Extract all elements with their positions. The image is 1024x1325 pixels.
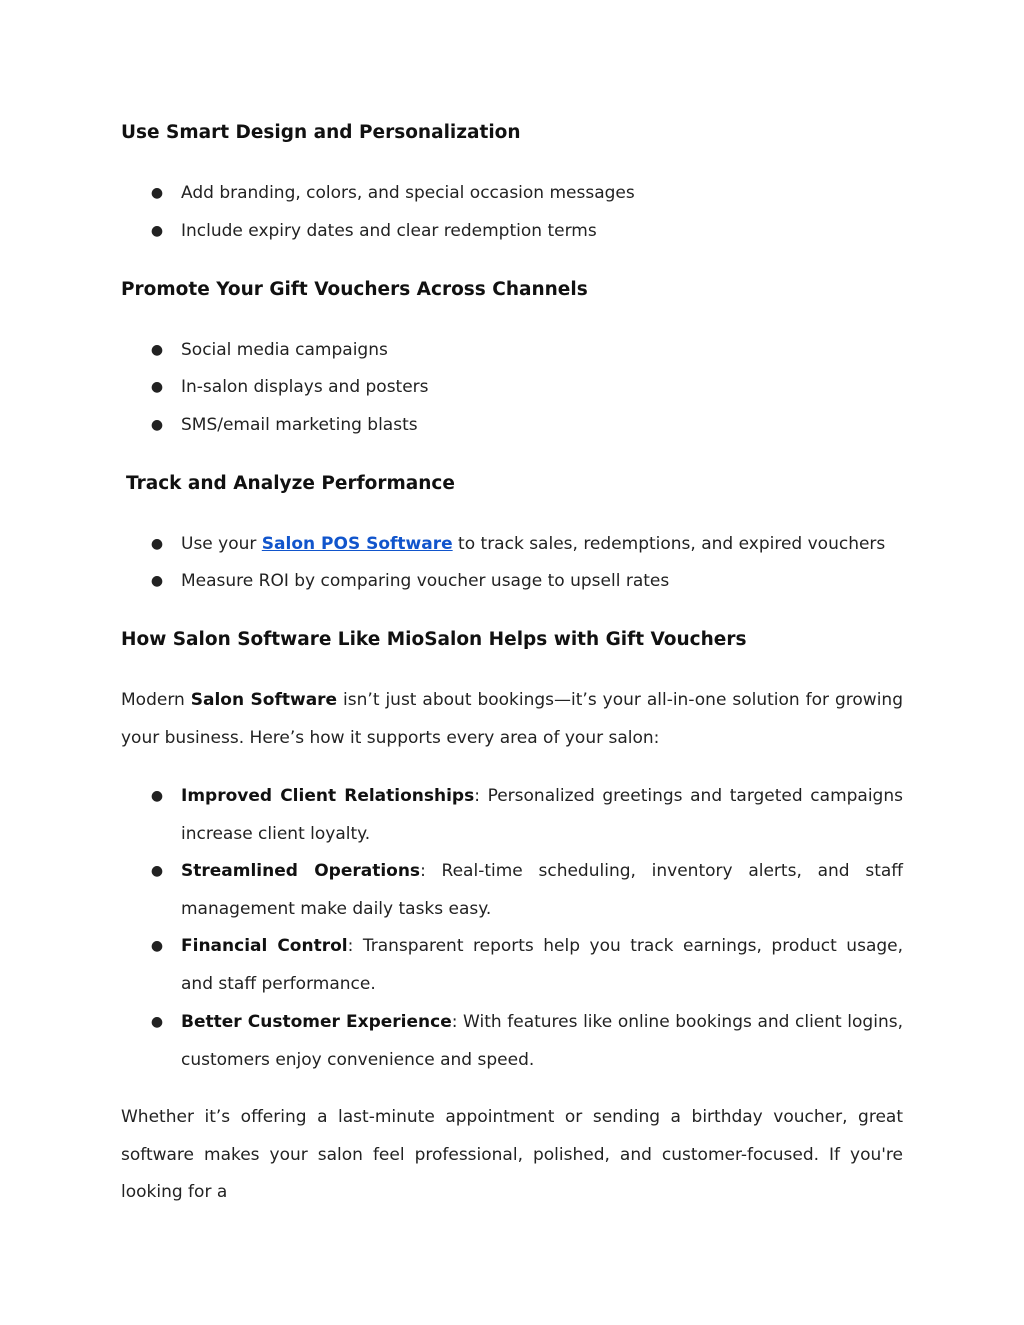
intro-prefix: Modern xyxy=(121,690,191,710)
heading-miosalon: How Salon Software Like MioSalon Helps with Gift Vouchers xyxy=(121,629,747,650)
bullet-icon: ● xyxy=(150,417,164,433)
bullet-icon: ● xyxy=(150,223,164,239)
benefit-item xyxy=(181,853,903,928)
bullet-icon: ● xyxy=(150,938,164,954)
bullet-icon: ● xyxy=(150,536,164,552)
bullet-icon: ● xyxy=(150,342,164,358)
intro-paragraph xyxy=(121,682,903,757)
bullet-icon: ● xyxy=(150,788,164,804)
benefit-title: Improved Client Relationships xyxy=(181,786,475,806)
list-item-suffix: to track sales, redemptions, and expired vouchers xyxy=(452,534,886,554)
benefit-text: : Real-time scheduling, inventory alerts, and staff management make daily tasks easy. xyxy=(181,861,903,919)
list-item: Add branding, colors, and special occasion messages xyxy=(181,183,635,203)
heading-smart-design: Use Smart Design and Personalization xyxy=(121,122,521,143)
closing-paragraph: Whether it’s offering a last-minute appointment or sending a birthday voucher, great software makes your salon feel professional, polished, and customer-focused. If you're looking for a xyxy=(121,1107,903,1203)
bullet-icon: ● xyxy=(150,863,164,879)
bullet-icon: ● xyxy=(150,379,164,395)
benefit-item xyxy=(181,1004,903,1079)
list-item-prefix: Use your xyxy=(181,534,262,554)
intro-bold-term: Salon Software xyxy=(190,690,338,710)
list-item: Include expiry dates and clear redemption terms xyxy=(181,221,597,241)
salon-pos-software-link[interactable]: Salon POS Software xyxy=(261,534,453,554)
benefit-text: : With features like online bookings and client logins, customers enjoy convenience and speed. xyxy=(181,1012,903,1070)
intro-suffix: isn’t just about bookings—it’s your all-in-one solution for growing your business. Here’s how it supports every area of your salon: xyxy=(121,690,904,748)
bullet-icon: ● xyxy=(150,573,164,589)
list-item xyxy=(181,526,903,564)
benefit-item xyxy=(181,928,903,1003)
list-item: Measure ROI by comparing voucher usage to upsell rates xyxy=(181,571,670,591)
bullet-icon: ● xyxy=(150,1014,164,1030)
benefit-text: : Personalized greetings and targeted campaigns increase client loyalty. xyxy=(181,786,903,844)
benefit-title: Better Customer Experience xyxy=(181,1012,452,1032)
heading-track-performance: Track and Analyze Performance xyxy=(126,473,455,494)
bullet-icon: ● xyxy=(150,185,164,201)
benefit-text: : Transparent reports help you track earnings, product usage, and staff performance. xyxy=(181,936,904,994)
heading-promote-vouchers: Promote Your Gift Vouchers Across Channels xyxy=(121,279,588,300)
benefit-title: Streamlined Operations xyxy=(181,861,421,881)
list-item: In-salon displays and posters xyxy=(181,377,429,397)
benefit-item xyxy=(181,778,903,853)
list-item: Social media campaigns xyxy=(181,340,388,360)
benefit-title: Financial Control xyxy=(181,936,348,956)
list-item: SMS/email marketing blasts xyxy=(181,415,418,435)
